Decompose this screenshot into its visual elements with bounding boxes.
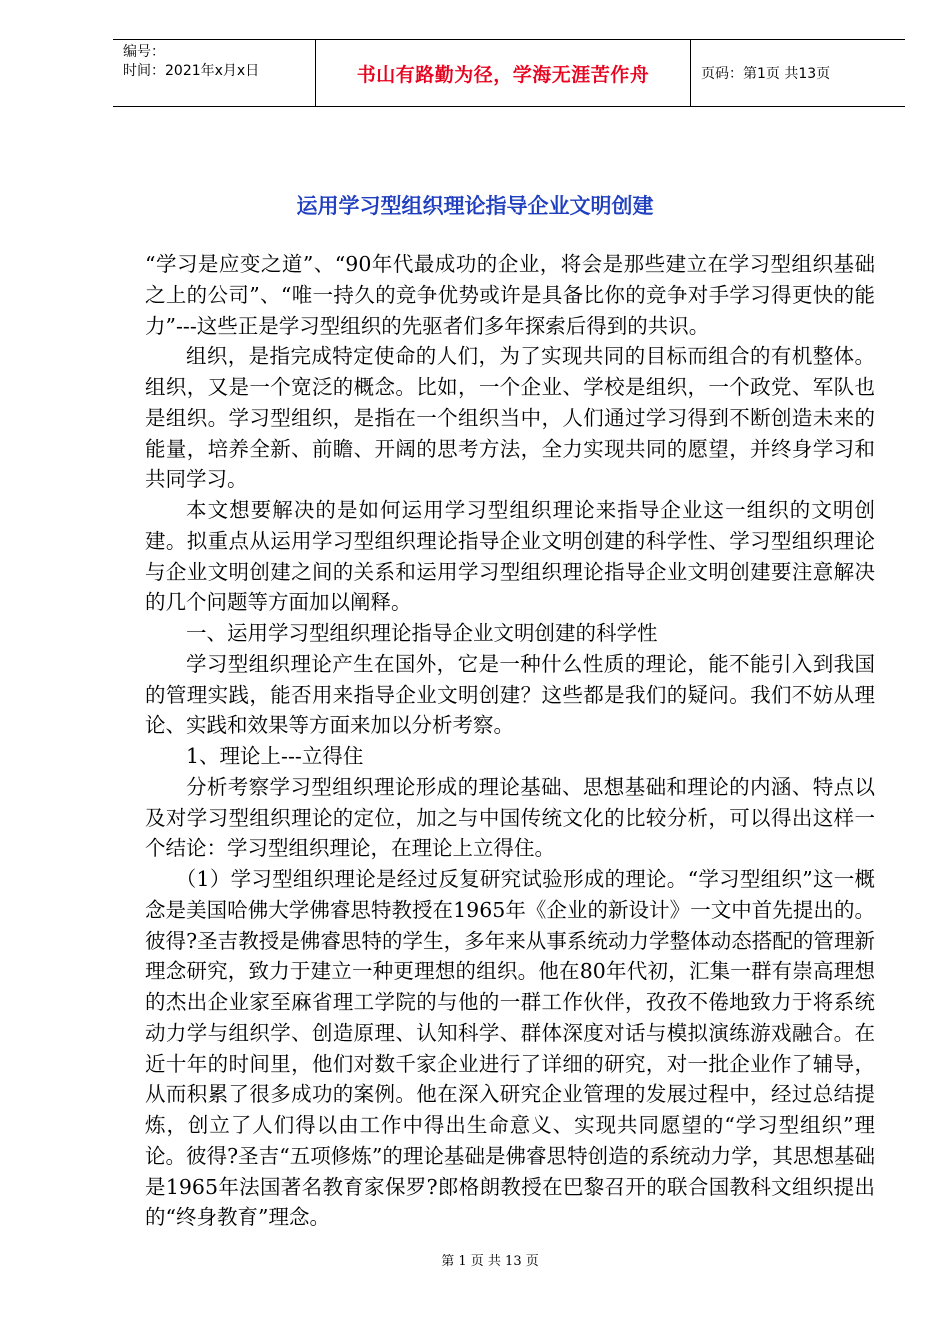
document-title: 运用学习型组织理论指导企业文明创建 [296,194,654,218]
header-meta-cell [113,40,316,107]
header-motto: 书山有路勤为径，学海无涯苦作舟 [356,63,650,86]
paragraph: 学习型组织理论产生在国外，它是一种什么性质的理论，能不能引入到我国的管理实践，能否用来指导企业文明创建？这些都是我们的疑问。我们不妨从理论、实践和效果等方面来加以分析考察。 [145,651,875,738]
document-body [145,249,875,1233]
page-header [113,39,905,107]
page-footer: 第 1 页 共 13 页 [441,1254,539,1269]
paragraph: 本文想要解决的是如何运用学习型组织理论来指导企业这一组织的文明创建。拟重点从运用学习型组织理论指导企业文明创建的科学性、学习型组织理论与企业文明创建之间的关系和运用学习型组织理论指导企业文明创建要注意解决的几个问题等方面加以阐释。 [145,498,875,615]
section-heading: 一、运用学习型组织理论指导企业文明创建的科学性 [186,621,658,645]
paragraph: “学习是应变之道”、“90年代最成功的企业，将会是那些建立在学习型组织基础之上的公司”、“唯一持久的竞争优势或许是具备比你的竞争对手学习得更快的能力”---这些正是学习型组织的先驱者们多年探索后得到的共识。 [145,252,875,338]
subsection-heading: 1、理论上---立得住 [186,744,364,768]
document-number: 编号： [123,44,165,60]
paragraph: 组织，是指完成特定使命的人们，为了实现共同的目标而组合的有机整体。组织，又是一个宽泛的概念。比如，一个企业、学校是组织，一个政党、军队也是组织。学习型组织，是指在一个组织当中，人们通过学习得到不断创造未来的能量，培养全新、前瞻、开阔的思考方法，全力实现共同的愿望，并终身学习和共同学习。 [145,344,875,492]
document-time: 时间：2021年x月x日 [123,63,260,79]
header-page-cell [691,40,906,107]
paragraph: 分析考察学习型组织理论形成的理论基础、思想基础和理论的内涵、特点以及对学习型组织理论的定位，加之与中国传统文化的比较分析，可以得出这样一个结论：学习型组织理论，在理论上立得住。 [145,774,875,861]
header-page-number: 页码：第1页 共13页 [701,66,831,82]
paragraph: （1）学习型组织理论是经过反复研究试验形成的理论。“学习型组织”这一概念是美国哈佛大学佛睿思特教授在1965年《企业的新设计》一文中首先提出的。彼得?圣吉教授是佛睿思特的学生，多年来从事系统动力学整体动态搭配的管理新理念研究，致力于建立一种更理想的组织。他在80年代初，汇集一群有崇高理想的杰出企业家至麻省理工学院的与他的一群工作伙伴，孜孜不倦地致力于将系统动力学与组织学、创造原理、认知科学、群体深度对话与模拟演练游戏融合。在近十年的时间里，他们对数千家企业进行了详细的研究，对一批企业作了辅导，从而积累了很多成功的案例。他在深入研究企业管理的发展过程中，经过总结提炼，创立了人们得以由工作中得出生命意义、实现共同愿望的“学习型组织”理论。彼得?圣吉“五项修炼”的理论基础是佛睿思特创造的系统动力学，其思想基础是1965年法国著名教育家保罗?郎格朗教授在巴黎召开的联合国教科文组织提出的“终身教育”理念。 [145,867,875,1230]
header-motto-cell [316,40,691,107]
